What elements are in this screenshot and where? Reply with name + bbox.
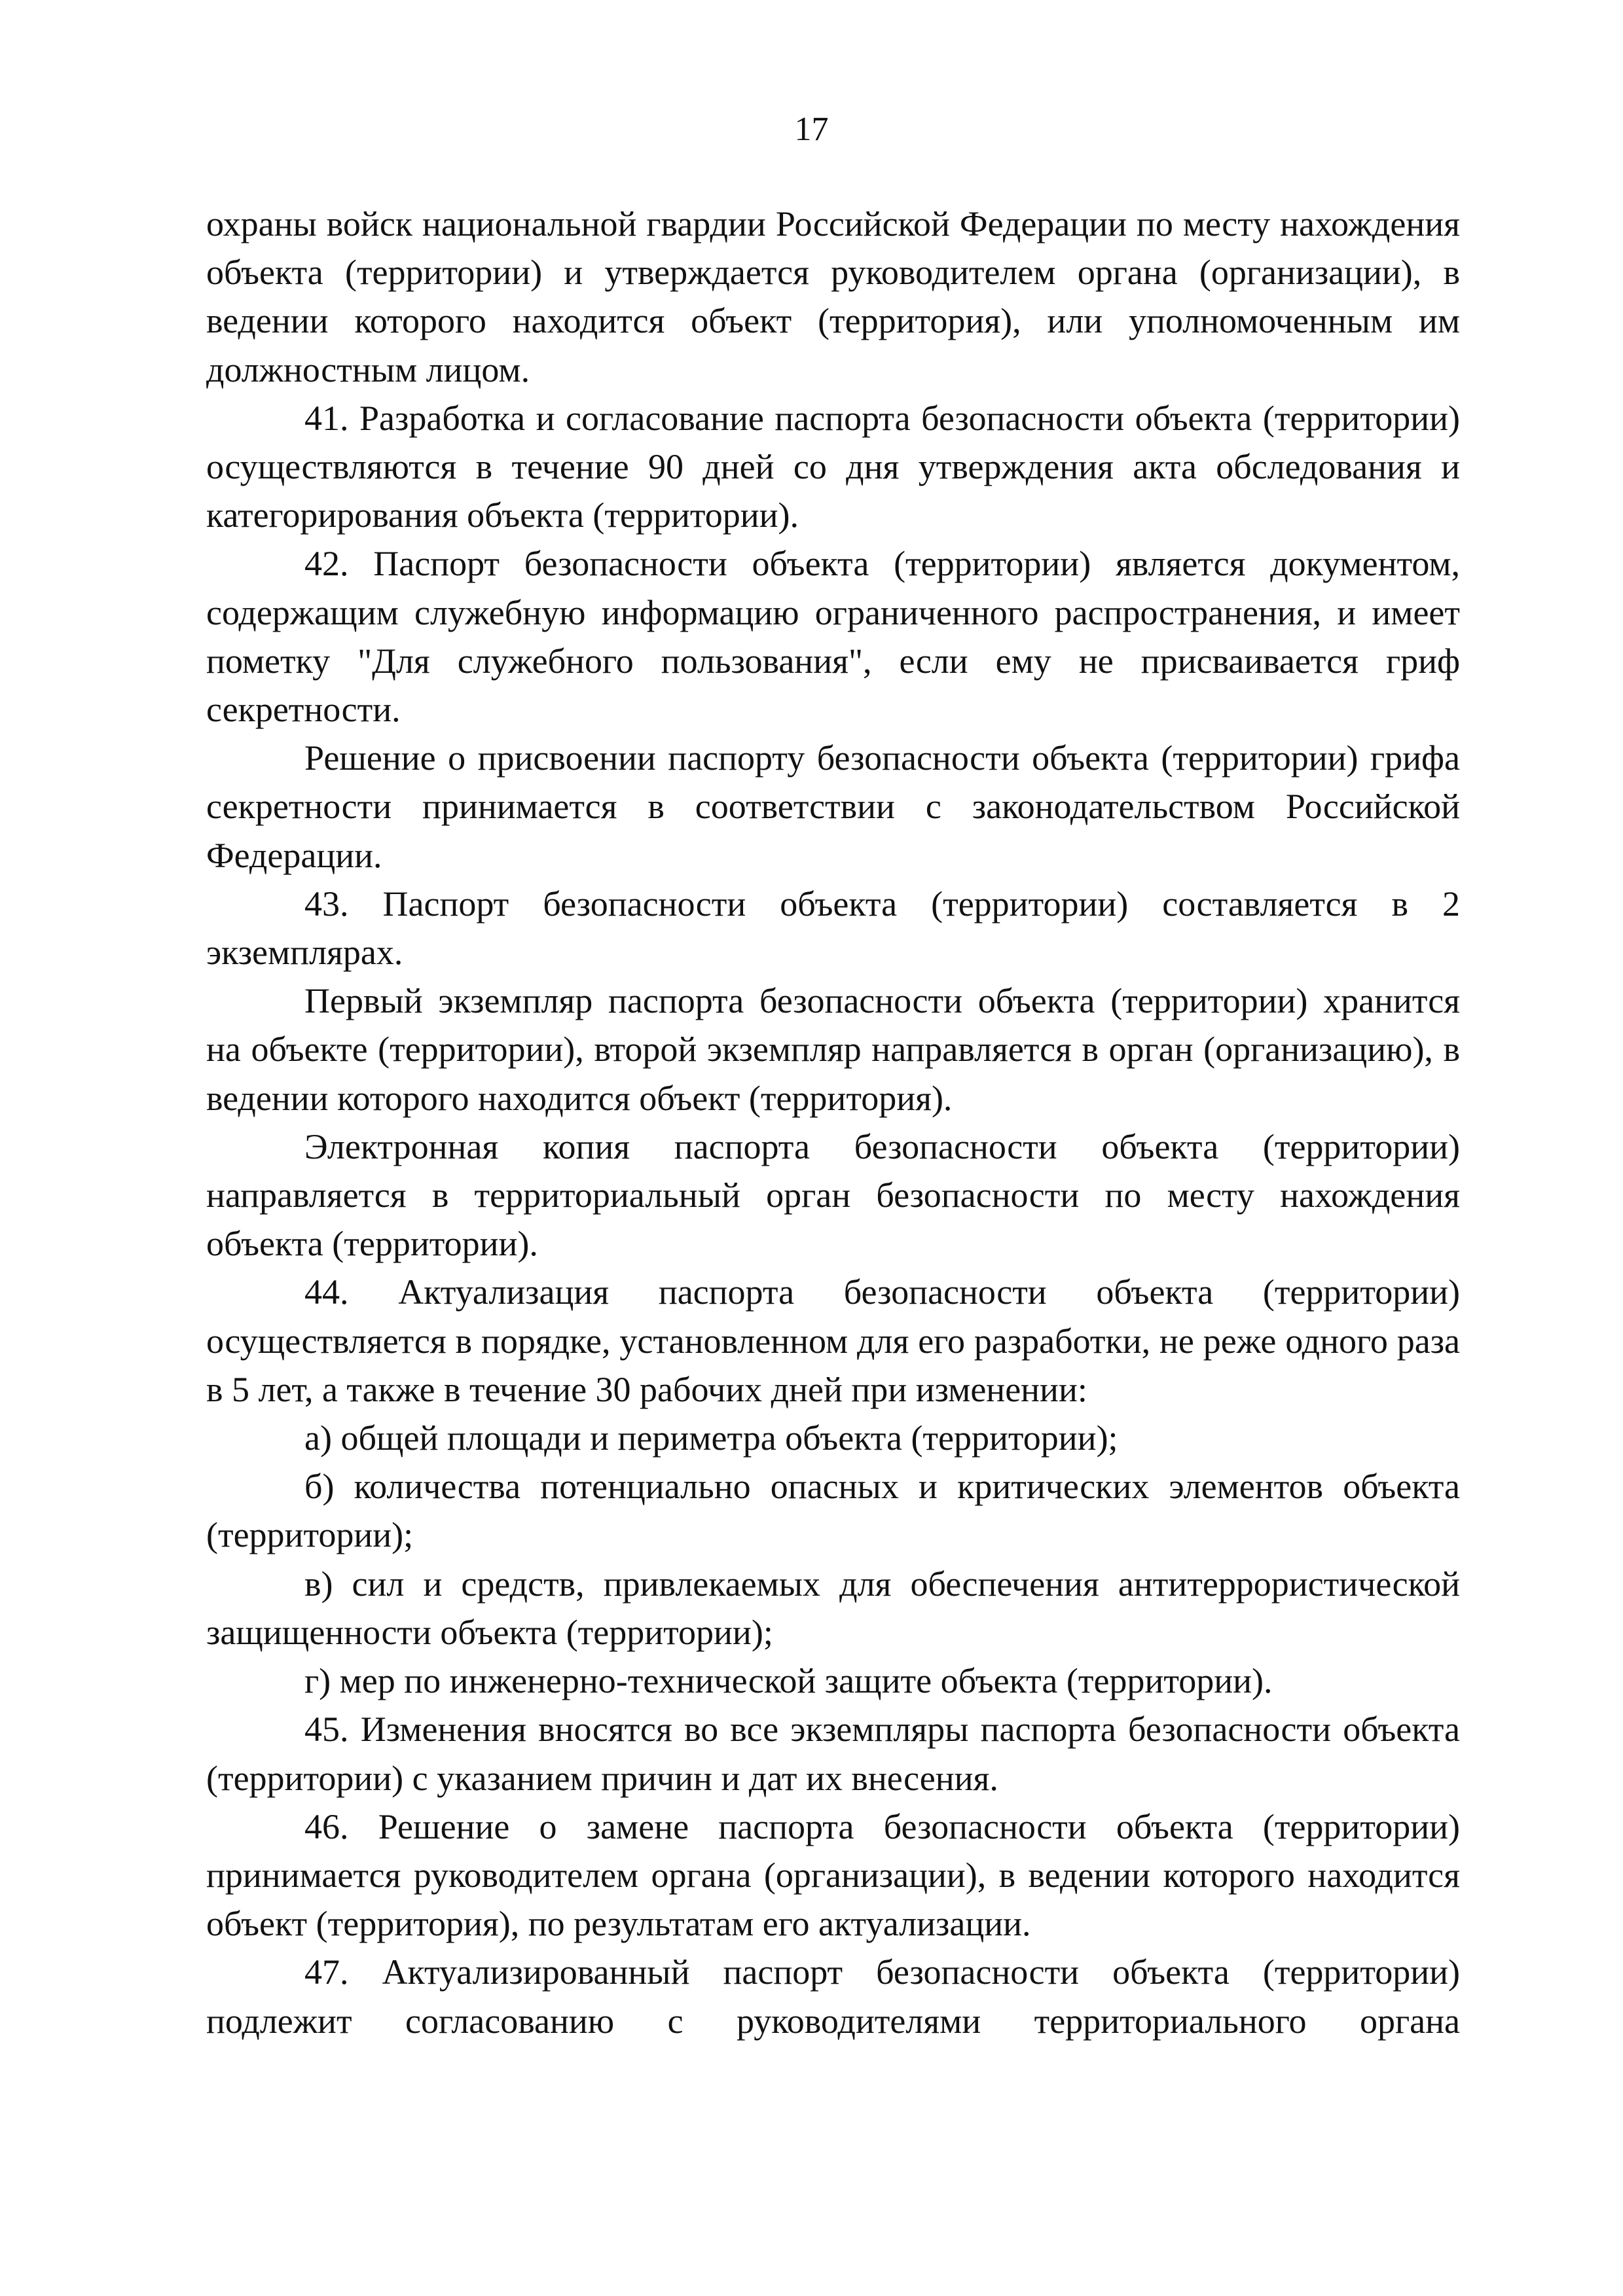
paragraph: Решение о присвоении паспорту безопасности объекта (территории) грифа секретности принимается в соответствии с законодательством Российской Федерации. [206, 738, 1460, 875]
list-item: б) количества потенциально опасных и критических элементов объекта (территории); [206, 1467, 1460, 1555]
paragraph: Первый экземпляр паспорта безопасности объекта (территории) хранится на объекте (территории), второй экземпляр направляется в орган (организацию), в ведении которого находится объект (территория). [206, 981, 1460, 1118]
paragraph: 41. Разработка и согласование паспорта безопасности объекта (территории) осуществляются в течение 90 дней со дня утверждения акта обследования и категорирования объекта (территории). [206, 398, 1460, 535]
paragraph: 45. Изменения вносятся во все экземпляры паспорта безопасности объекта (территории) с указанием причин и дат их внесения. [206, 1710, 1460, 1798]
paragraph: 43. Паспорт безопасности объекта (территории) составляется в 2 экземплярах. [206, 884, 1460, 973]
list-item: а) общей площади и периметра объекта (территории); [304, 1418, 1118, 1458]
list-item: г) мер по инженерно-технической защите объекта (территории). [304, 1661, 1273, 1701]
page-number: 17 [794, 111, 829, 148]
paragraph: охраны войск национальной гвардии Российской Федерации по месту нахождения объекта (территории) и утверждается руководителем органа (организации), в ведении которого находится объект (территория), или уполномоченным им должностным лицом. [206, 204, 1460, 389]
paragraph: 42. Паспорт безопасности объекта (территории) является документом, содержащим служебную информацию ограниченного распространения, и имеет пометку "Для служебного пользования", если ему не присваивается гриф секретности. [206, 544, 1460, 730]
paragraph: 47. Актуализированный паспорт безопасности объекта (территории) подлежит согласованию с руководителями территориального органа [206, 1952, 1460, 2041]
list-item: в) сил и средств, привлекаемых для обеспечения антитеррористической защищенности объекта (территории); [206, 1564, 1460, 1652]
paragraph: 46. Решение о замене паспорта безопасности объекта (территории) принимается руководителем органа (организации), в ведении которого находится объект (территория), по результатам его актуализации. [206, 1806, 1460, 1944]
paragraph: Электронная копия паспорта безопасности объекта (территории) направляется в территориальный орган безопасности по месту нахождения объекта (территории). [206, 1126, 1460, 1264]
paragraph: 44. Актуализация паспорта безопасности объекта (территории) осуществляется в порядке, установленном для его разработки, не реже одного раза в 5 лет, а также в течение 30 рабочих дней при изменении: [206, 1272, 1460, 1409]
document-body [206, 200, 1460, 2045]
